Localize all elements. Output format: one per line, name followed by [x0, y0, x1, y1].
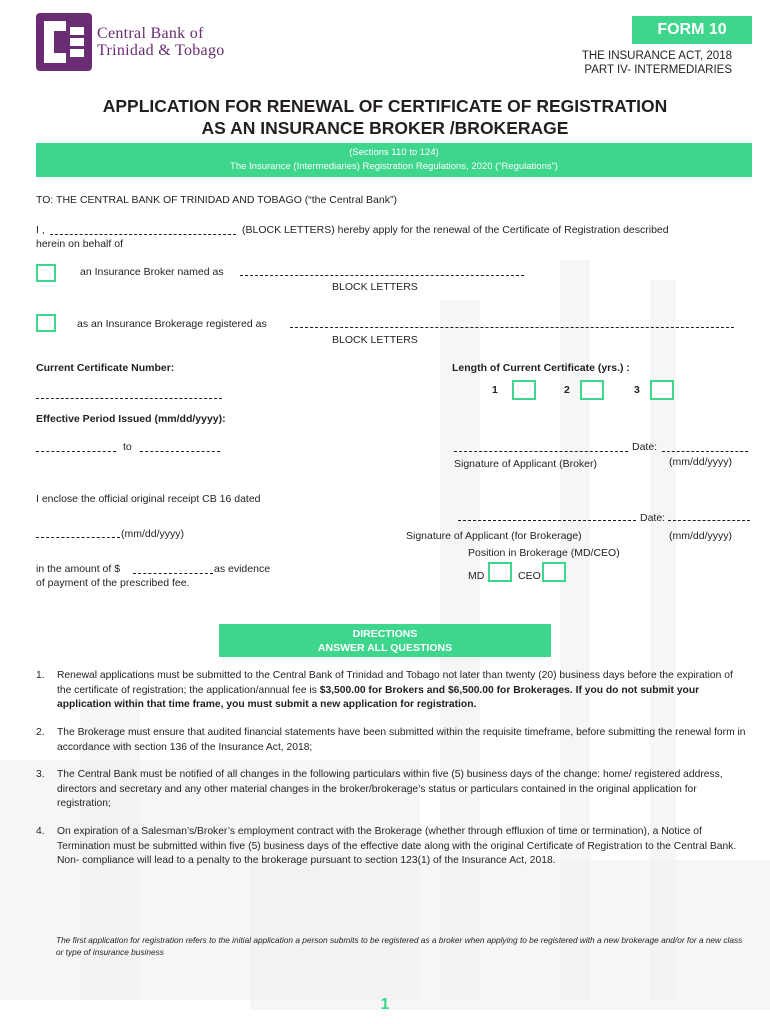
- directions-banner: [219, 624, 551, 657]
- bank-name-line1: Central Bank of: [97, 25, 204, 42]
- broker-label: an Insurance Broker named as: [80, 266, 224, 278]
- page-title-line1: APPLICATION FOR RENEWAL OF CERTIFICATE OF REGISTRATION: [102, 96, 668, 116]
- form-number-badge: FORM 10: [632, 16, 752, 44]
- brokerage-name-field[interactable]: [290, 327, 734, 328]
- current-cert-field[interactable]: [36, 398, 222, 399]
- position-label: Position in Brokerage (MD/CEO): [468, 547, 620, 559]
- broker-name-field[interactable]: [240, 275, 524, 276]
- brokerage-checkbox[interactable]: [36, 314, 56, 332]
- regulations-ref: The Insurance (Intermediaries) Registration Regulations, 2020 (“Regulations”): [230, 161, 558, 172]
- length-3-label: 3: [634, 384, 640, 396]
- direction-item-2: [36, 726, 748, 755]
- to-line: TO: THE CENTRAL BANK OF TRINIDAD AND TOBAGO (“the Central Bank”): [36, 194, 397, 206]
- act-line2: PART IV- INTERMEDIARIES: [584, 64, 732, 76]
- bank-logo-icon: [36, 13, 92, 71]
- directions-subtitle: ANSWER ALL QUESTIONS: [317, 642, 453, 654]
- length-2-checkbox[interactable]: [580, 380, 604, 400]
- date-format-1: (mm/dd/yyyy): [669, 456, 732, 468]
- direction-number: 2.: [36, 727, 45, 738]
- effective-from-field[interactable]: [36, 451, 116, 452]
- length-label: Length of Current Certificate (yrs.) :: [452, 362, 630, 374]
- ceo-label: CEO: [518, 570, 541, 582]
- date-label-1: Date:: [632, 441, 658, 453]
- apply-text: (BLOCK LETTERS) hereby apply for the renewal of the Certificate of Registration described: [242, 224, 669, 236]
- direction-text: The Brokerage must ensure that audited financial statements have been submitted within the requisite timeframe, before submitting the renewal form in accordance with section 136 of the Insurance Act, 2018;: [57, 727, 746, 753]
- applicant-name-field[interactable]: [50, 234, 236, 235]
- direction-item-4: [36, 825, 748, 869]
- sections-band: [36, 143, 752, 177]
- direction-item-1: [36, 669, 748, 713]
- block-letters-note-1: BLOCK LETTERS: [332, 281, 418, 293]
- page-number: 1: [380, 996, 390, 1013]
- apply-text-cont: herein on behalf of: [36, 238, 123, 250]
- length-2-label: 2: [564, 384, 570, 396]
- brokerage-date-field[interactable]: [668, 520, 750, 521]
- brokerage-signature-field[interactable]: [458, 520, 636, 521]
- amount-suffix: as evidence: [214, 563, 271, 575]
- effective-to-field[interactable]: [140, 451, 220, 452]
- length-1-label: 1: [492, 384, 498, 396]
- direction-text: Renewal applications must be submitted to the Central Bank of Trinidad and Tobago not later than twenty (20) business days before the expiration of the certificate of registration; the application/annual fee is: [57, 670, 733, 696]
- receipt-date-format: (mm/dd/yyyy): [121, 528, 184, 540]
- direction-number: 1.: [36, 670, 45, 681]
- enclose-text: I enclose the official original receipt CB 16 dated: [36, 493, 261, 505]
- date-label-2: Date:: [640, 512, 666, 524]
- sections-ref: (Sections 110 to 124): [349, 147, 439, 158]
- md-checkbox[interactable]: [488, 562, 512, 582]
- amount-line2: of payment of the prescribed fee.: [36, 577, 190, 589]
- effective-period-label: Effective Period Issued (mm/dd/yyyy):: [36, 413, 226, 425]
- length-1-checkbox[interactable]: [512, 380, 536, 400]
- current-cert-label: Current Certificate Number:: [36, 362, 175, 374]
- direction-text: The Central Bank must be notified of all changes in the following particulars within five (5) business days of the change: home/ registered address, directors and secretary and any other material changes in the broker/brokerage’s status or particulars contained in the original application for registration;: [57, 769, 723, 809]
- md-label: MD: [468, 570, 485, 582]
- broker-signature-label: Signature of Applicant (Broker): [454, 458, 597, 470]
- direction-item-3: [36, 768, 748, 812]
- direction-number: 3.: [36, 769, 45, 780]
- brokerage-signature-label: Signature of Applicant (for Brokerage): [406, 530, 582, 542]
- broker-signature-field[interactable]: [454, 451, 628, 452]
- i-label: I ,: [36, 224, 45, 236]
- direction-number: 4.: [36, 826, 45, 837]
- broker-checkbox[interactable]: [36, 264, 56, 282]
- amount-prefix: in the amount of $: [36, 563, 121, 575]
- block-letters-note-2: BLOCK LETTERS: [332, 334, 418, 346]
- amount-field[interactable]: [133, 573, 213, 574]
- act-line1: THE INSURANCE ACT, 2018: [581, 50, 732, 62]
- to-word: to: [123, 441, 132, 453]
- bank-name-line2: Trinidad & Tobago: [97, 42, 225, 59]
- broker-date-field[interactable]: [662, 451, 748, 452]
- directions-title: DIRECTIONS: [352, 628, 418, 640]
- ceo-checkbox[interactable]: [542, 562, 566, 582]
- direction-text: On expiration of a Salesman’s/Broker’s employment contract with the Brokerage (whether through effluxion of time or termination), a Notice of Termination must be submitted within five (5) business days of the effective date along with the original Certificate of Registration to the Central Bank. Non- compliance will lead to a penalty to the brokerage pursuant to section 123(1) of the Insurance Act, 2018.: [57, 826, 737, 866]
- length-3-checkbox[interactable]: [650, 380, 674, 400]
- direction-fee-text: $3,500.00 for Brokers and $6,500.00 for Brokerages. If you do not submit your application within that time frame, you must submit a new application for registration.: [57, 684, 700, 710]
- date-format-2: (mm/dd/yyyy): [669, 530, 732, 542]
- page-title-line2: AS AN INSURANCE BROKER /BROKERAGE: [201, 118, 569, 138]
- brokerage-label: as an Insurance Brokerage registered as: [77, 318, 267, 330]
- receipt-date-field[interactable]: [36, 537, 120, 538]
- footnote: The first application for registration refers to the initial application a person submits to be registered as a broker when applying to be registered with a new brokerage and/or for a new class or type of insurance business: [56, 935, 743, 957]
- bank-name: [97, 25, 225, 59]
